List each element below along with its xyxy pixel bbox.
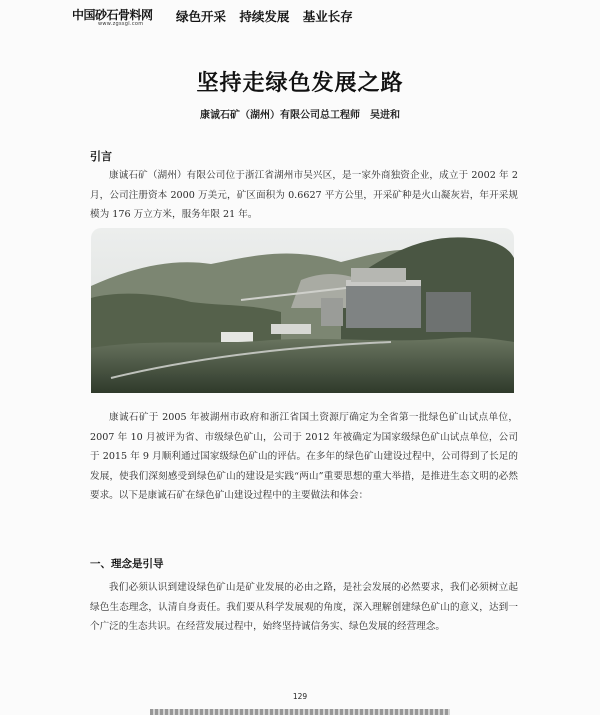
section1-paragraph: 我们必须认识到建设绿色矿山是矿业发展的必由之路，是社会发展的必然要求，我们必须树立起绿色生态理念，认清自身责任。我们要从科学发展观的角度，深入理解创建绿色矿山的意义，达到一个广泛的生态共识。在经营发展过程中，始终坚持诚信务实、绿色发展的经营理念。 — [90, 582, 518, 632]
slogan-1: 绿色开采 — [176, 9, 227, 24]
slogan-2: 持续发展 — [239, 9, 290, 24]
section1-heading: 一、理念是引导 — [90, 558, 164, 570]
footer-strip — [150, 709, 450, 715]
photo-hall-1 — [321, 298, 343, 326]
article-author: 康诚石矿（湖州）有限公司总工程师 吴进和 — [200, 110, 400, 121]
article-title: 坚持走绿色发展之路 — [196, 71, 404, 96]
history-paragraph: 康诚石矿于 2005 年被湖州市政府和浙江省国土资源厅确定为全省第一批绿色矿山试点单位，2007 年 10 月被评为省、市级绿色矿山，公司于 2012 年被确定为国家级绿色矿山试点单位，公司于 2015 年 9 月顺利通过国家级绿色矿山的评估。在多年的绿色矿山建设过程中，公司得到了长足的发展，使我们深刻感受到绿色矿山的建设是实践“两山”重要思想的重大举措，是推进生态文明的必然要求。以下是康诚石矿在绿色矿山建设过程中的主要做法和体会： — [90, 412, 518, 501]
photo-office — [221, 332, 253, 342]
page-header — [72, 6, 542, 34]
site-logo-url: www.zgssgl.com — [98, 21, 144, 27]
page-number: 129 — [292, 692, 308, 701]
photo-plant-side — [426, 292, 471, 332]
photo-hall-2 — [351, 268, 406, 282]
slogan-3: 基业长存 — [302, 9, 353, 24]
photo-shed — [271, 324, 311, 334]
header-slogans — [176, 7, 362, 25]
site-logo: 中国砂石骨料网 — [72, 8, 153, 22]
photo-plant-main — [346, 283, 421, 328]
photo-foreground-trees — [91, 337, 514, 393]
intro-paragraph: 康诚石矿（湖州）有限公司位于浙江省湖州市吴兴区，是一家外商独资企业，成立于 2002 年 2 月，公司注册资本 2000 万美元，矿区面积为 0.6627 平方公里，开采矿种是火山凝灰岩，年开采规模为 176 万立方米，服务年限 21 年。 — [90, 170, 518, 220]
intro-heading: 引言 — [90, 150, 112, 163]
quarry-photo — [91, 228, 514, 393]
